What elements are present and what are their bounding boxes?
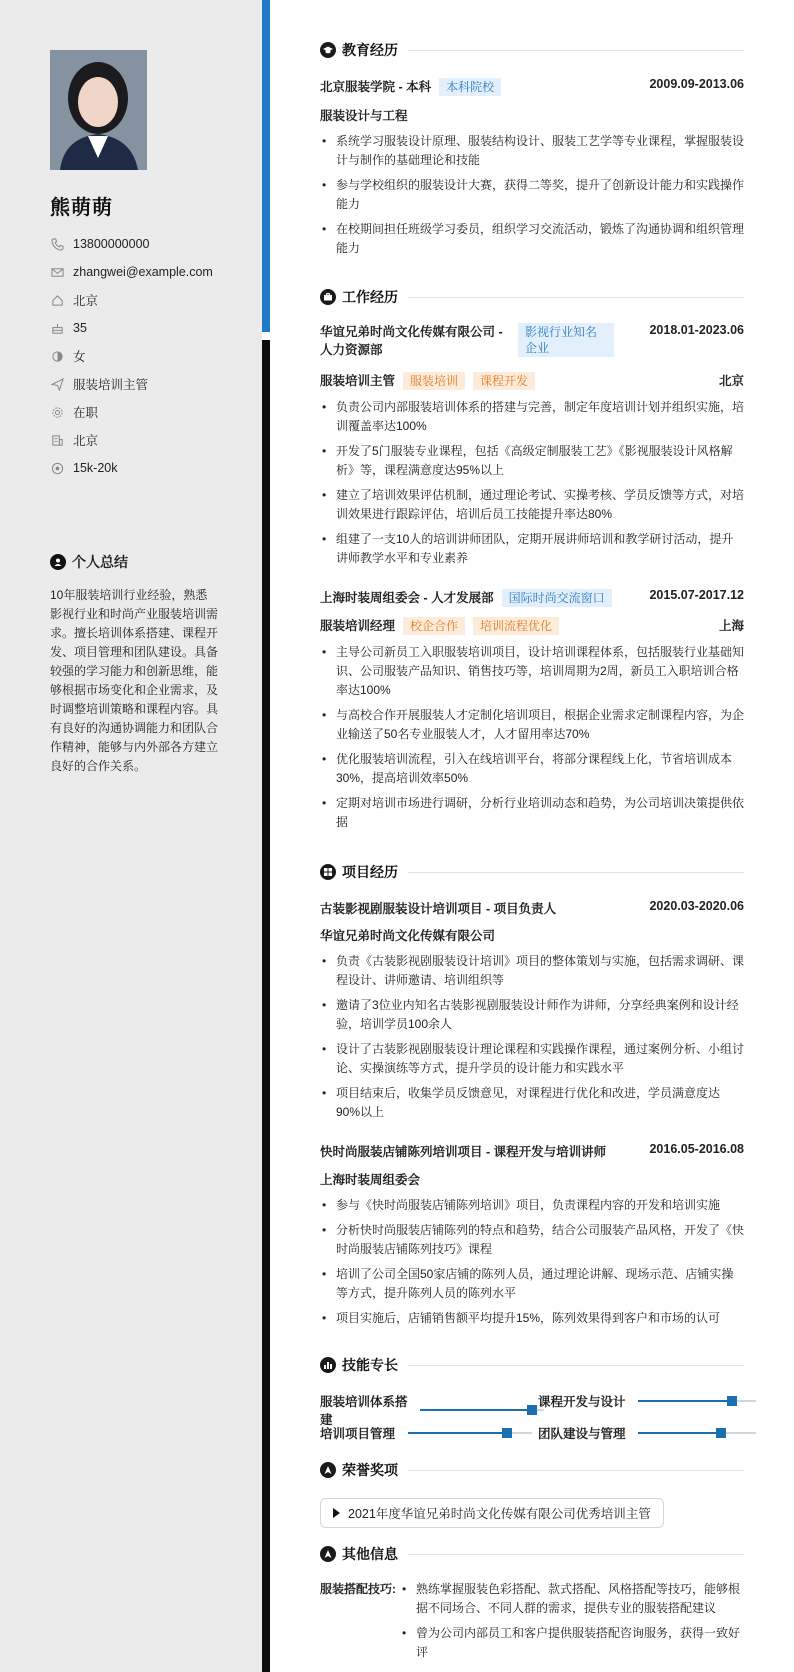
job-1-location: 北京 [718, 374, 744, 388]
list-item: • 主导公司新员工入职服装培训项目，设计培训课程体系，包括服装行业基础知识、公司服装产品知识、销售技巧等，培训周期为2周，新员工入职培训合格率达100% [320, 643, 744, 700]
chart-icon [320, 1357, 336, 1373]
skill-3 [320, 1424, 532, 1442]
job-2-tag-a: 校企合作 [403, 617, 465, 635]
other-heading [320, 1544, 744, 1564]
education-major-row [320, 106, 744, 124]
gender-text: 女 [73, 350, 86, 364]
gender-icon [50, 349, 64, 363]
honor-text: 2021年度华谊兄弟时尚文化传媒有限公司优秀培训主管 [348, 1507, 651, 1521]
profile-photo [50, 50, 147, 170]
other-label: 服装搭配技巧: [320, 1582, 396, 1596]
divider [408, 1365, 744, 1366]
summary-text: 10年服装培训行业经验，熟悉影视行业和时尚产业服装培训需求。擅长培训体系搭建、课程开发、项目管理和团队建设。具备较强的学习能力和创新思维，能够根据市场变化和企业需求，及时调整培训策略和课程内容。具有良好的沟通协调能力和团队合作精神，能够与内外部各方建立良好的合作关系。 [50, 588, 219, 773]
job-1-tag-b: 课程开发 [473, 372, 535, 390]
project-2-org: 上海时装周组委会 [320, 1173, 421, 1187]
building-icon [50, 433, 64, 447]
project-2-period: 2016.05-2016.08 [649, 1142, 744, 1156]
work-heading [320, 287, 744, 307]
divider [408, 50, 744, 51]
job-1-company: 华谊兄弟时尚文化传媒有限公司 - 人力资源部 [320, 325, 503, 357]
coin-icon [50, 461, 64, 475]
other-title: 其他信息 [342, 1546, 398, 1562]
info-phone [50, 230, 250, 258]
play-icon [333, 1508, 340, 1518]
list-item: • 设计了古装影视剧服装设计理论课程和实践操作课程，通过案例分析、小组讨论、实操演练等方式，提升学员的设计能力和实践水平 [320, 1040, 744, 1078]
phone-text: 13800000000 [73, 237, 150, 251]
info-age [50, 314, 250, 342]
cake-icon [50, 321, 64, 335]
project-1-org-row [320, 926, 744, 944]
skill-3-knob [502, 1428, 512, 1438]
list-item: • 定期对培训市场进行调研，分析行业培训动态和趋势，为公司培训决策提供依据 [320, 794, 744, 832]
skill-4 [538, 1424, 756, 1442]
list-item: • 建立了培训效果评估机制，通过理论考试、实操考核、学员反馈等方式，对培训效果进行跟踪评估，培训后员工技能提升率达80% [320, 486, 744, 524]
job-2-tag-b: 培训流程优化 [473, 617, 559, 635]
skill-1-track [420, 1409, 544, 1411]
project-2-header [320, 1142, 744, 1160]
list-item: • 在校期间担任班级学习委员，组织学习交流活动，锻炼了沟通协调和组织管理能力 [320, 220, 744, 258]
position-text: 服装培训主管 [73, 378, 149, 392]
skill-4-fill [638, 1432, 721, 1434]
info-status [50, 398, 250, 426]
job-2-bullets [320, 643, 744, 838]
list-item: • 熟练掌握服装色彩搭配、款式搭配、风格搭配等技巧，能够根据不同场合、不同人群的需求，提供专业的服装搭配建议 [400, 1580, 744, 1618]
job-1-bullets [320, 398, 744, 574]
honor-item [320, 1498, 664, 1528]
list-item: • 培训了公司全国50家店铺的陈列人员，通过理论讲解、现场示范、店铺实操等方式，提升陈列人员的陈列水平 [320, 1265, 744, 1303]
project-1-name: 古装影视剧服装设计培训项目 - 项目负责人 [320, 902, 557, 916]
project-2-org-row [320, 1170, 744, 1188]
skill-3-name: 培训项目管理 [320, 1427, 396, 1441]
info-gender [50, 342, 250, 370]
major: 服装设计与工程 [320, 109, 408, 123]
list-item: • 参与《快时尚服装店铺陈列培训》项目，负责课程内容的开发和培训实施 [320, 1196, 744, 1215]
list-item: • 分析快时尚服装店铺陈列的特点和趋势，结合公司服装产品风格，开发了《快时尚服装店铺陈列技巧》课程 [320, 1221, 744, 1259]
skill-1-knob [527, 1405, 537, 1415]
info-position [50, 370, 250, 398]
projects-heading [320, 862, 744, 882]
skill-1-name: 服装培训体系搭建 [320, 1395, 408, 1427]
accent-stripe-blue [262, 0, 270, 332]
skill-2-fill [638, 1400, 732, 1402]
list-item: • 与高校合作开展服装人才定制化培训项目，根据企业需求定制课程内容，为企业输送了50名专业服装人才，人才留用率达70% [320, 706, 744, 744]
project-2-bullets [320, 1196, 744, 1334]
project-2-name: 快时尚服装店铺陈列培训项目 - 课程开发与培训讲师 [320, 1145, 607, 1159]
info-target-city [50, 426, 250, 454]
education-period: 2009.09-2013.06 [649, 77, 744, 91]
school-name: 北京服装学院 - 本科 [320, 80, 432, 94]
list-item: • 项目结束后，收集学员反馈意见，对课程进行优化和改进，学员满意度达90%以上 [320, 1084, 744, 1122]
skill-3-track [408, 1432, 532, 1434]
divider [408, 872, 744, 873]
projects-title: 项目经历 [342, 864, 398, 880]
user-icon [50, 554, 66, 570]
skill-2 [538, 1392, 756, 1410]
summary-title: 个人总结 [72, 554, 128, 570]
job-2-header [320, 588, 744, 607]
list-item: • 参与学校组织的服装设计大赛，获得二等奖，提升了创新设计能力和实践操作能力 [320, 176, 744, 214]
job-1-tag: 影视行业知名企业 [518, 323, 614, 357]
education-title: 教育经历 [342, 42, 398, 58]
skill-2-track [638, 1400, 756, 1402]
project-1-period: 2020.03-2020.06 [649, 899, 744, 913]
job-2-role-row [320, 616, 744, 635]
job-1-tag-a: 服装培训 [403, 372, 465, 390]
gear-icon [50, 405, 64, 419]
target-city-text: 北京 [73, 434, 99, 448]
skill-4-name: 团队建设与管理 [538, 1427, 626, 1441]
graduation-cap-icon [320, 42, 336, 58]
project-1-bullets [320, 952, 744, 1128]
candidate-name: 熊萌萌 [50, 197, 113, 219]
list-item: • 负责公司内部服装培训体系的搭建与完善，制定年度培训计划并组织实施，培训覆盖率达100% [320, 398, 744, 436]
list-item: • 优化服装培训流程，引入在线培训平台，将部分课程线上化，节省培训成本30%，提高培训效率50% [320, 750, 744, 788]
skill-2-knob [727, 1396, 737, 1406]
project-1-org: 华谊兄弟时尚文化传媒有限公司 [320, 929, 496, 943]
phone-icon [50, 237, 64, 251]
job-2-period: 2015.07-2017.12 [649, 588, 744, 602]
job-1-header [320, 323, 744, 359]
info-icon [320, 1546, 336, 1562]
other-bullets [400, 1580, 744, 1668]
list-item: • 负责《古装影视剧服装设计培训》项目的整体策划与实施，包括需求调研、课程设计、讲师邀请、培训组织等 [320, 952, 744, 990]
status-text: 在职 [73, 406, 99, 420]
home-icon [50, 293, 64, 307]
list-item: • 邀请了3位业内知名古装影视剧服装设计师作为讲师，分享经典案例和设计经验，培训学员100余人 [320, 996, 744, 1034]
skills-heading [320, 1355, 744, 1375]
email-text: zhangwei@example.com [73, 265, 213, 279]
info-city [50, 286, 250, 314]
skill-1-fill [420, 1409, 532, 1411]
work-title: 工作经历 [342, 289, 398, 305]
age-text: 35 [73, 321, 87, 335]
skills-title: 技能专长 [342, 1357, 398, 1373]
list-item: • 曾为公司内部员工和客户提供服装搭配咨询服务，获得一致好评 [400, 1624, 744, 1662]
project-icon [320, 864, 336, 880]
job-1-period: 2018.01-2023.06 [649, 323, 744, 337]
skill-1 [320, 1392, 544, 1428]
skill-4-knob [716, 1428, 726, 1438]
divider [408, 1554, 744, 1555]
info-email [50, 258, 250, 286]
job-1-role-row [320, 371, 744, 390]
divider [408, 297, 744, 298]
send-icon [50, 377, 64, 391]
accent-stripe-black [262, 340, 270, 1672]
honors-heading [320, 1460, 744, 1480]
education-heading [320, 40, 744, 60]
list-item: • 项目实施后，店铺销售额平均提升15%，陈列效果得到客户和市场的认可 [320, 1309, 744, 1328]
mail-icon [50, 265, 64, 279]
contact-info [50, 230, 250, 482]
job-1-role: 服装培训主管 [320, 374, 396, 388]
job-2-location: 上海 [718, 619, 744, 633]
info-salary [50, 454, 250, 482]
list-item: • 开发了5门服装专业课程，包括《高级定制服装工艺》《影视服装设计风格解析》等，课程满意度达95%以上 [320, 442, 744, 480]
job-2-company: 上海时装周组委会 - 人才发展部 [320, 591, 494, 605]
list-item: • 组建了一支10人的培训讲师团队，定期开展讲师培训和教学研讨活动，提升讲师教学水平和专业素养 [320, 530, 744, 568]
education-bullets [320, 132, 744, 264]
skill-4-track [638, 1432, 756, 1434]
skill-3-fill [408, 1432, 507, 1434]
school-tag: 本科院校 [439, 78, 501, 96]
job-2-role: 服装培训经理 [320, 619, 396, 633]
award-icon [320, 1462, 336, 1478]
briefcase-icon [320, 289, 336, 305]
city-text: 北京 [73, 294, 99, 308]
education-header [320, 77, 744, 96]
honors-title: 荣誉奖项 [342, 1462, 398, 1478]
job-2-tag: 国际时尚交流窗口 [502, 589, 612, 607]
project-1-header [320, 899, 744, 917]
salary-text: 15k-20k [73, 461, 118, 475]
list-item: • 系统学习服装设计原理、服装结构设计、服装工艺学等专业课程，掌握服装设计与制作的基础理论和技能 [320, 132, 744, 170]
divider [408, 1470, 744, 1471]
skill-2-name: 课程开发与设计 [538, 1395, 626, 1409]
summary-heading [50, 552, 128, 572]
